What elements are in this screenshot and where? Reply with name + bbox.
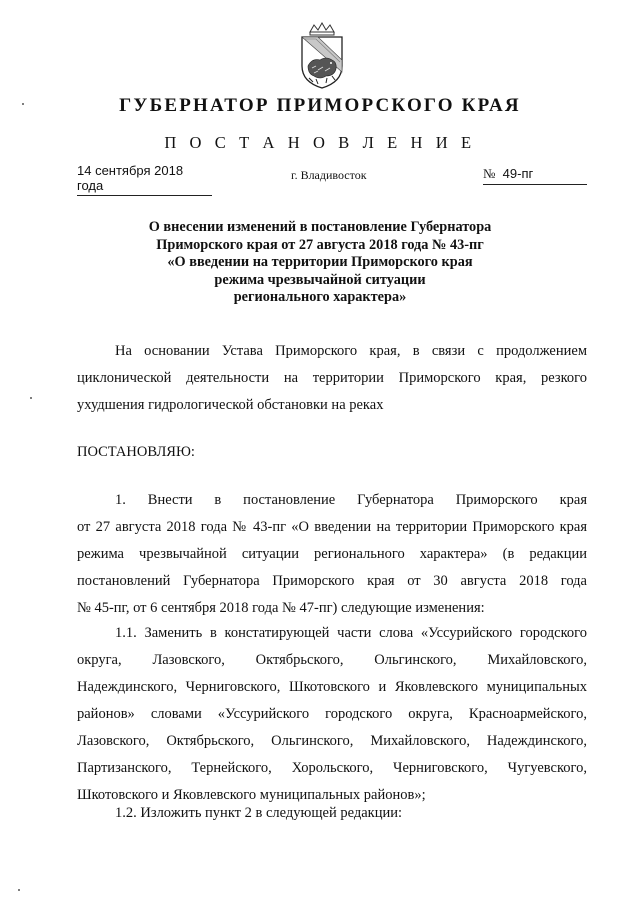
primorsky-krai-coat-of-arms-icon	[296, 22, 348, 90]
title-line: Приморского края от 27 августа 2018 года № 43-пг	[156, 236, 484, 253]
document-number-label: №	[483, 166, 496, 181]
paragraph-line: 1.1. Заменить в констатирующей части слова «Уссурийского городского	[115, 625, 587, 641]
paragraph-line: Лазовского, Октябрьского, Ольгинского, Михайловского, Надеждинского,	[77, 733, 587, 749]
paragraph-line: ухудшения гидрологической обстановки на реках	[77, 397, 384, 413]
paragraph-line: Партизанского, Тернейского, Хорольского, Черниговского, Чугуевского,	[77, 760, 587, 776]
document-number-value: 49-пг	[502, 166, 534, 181]
item-1-paragraph	[77, 487, 587, 622]
document-date: 14 сентября 2018 года	[77, 163, 212, 196]
document-city: г. Владивосток	[291, 168, 367, 182]
title-line: режима чрезвычайной ситуации	[214, 271, 426, 288]
decree-word: ПОСТАНОВЛЯЮ:	[77, 444, 195, 460]
item-1-2-paragraph	[77, 800, 587, 827]
paragraph-line: от 27 августа 2018 года № 43-пг «О введении на территории Приморского края	[77, 519, 587, 535]
item-1-1-paragraph	[77, 620, 587, 809]
scan-mark	[22, 103, 24, 105]
paragraph-line: районов» словами «Уссурийского городского округа, Красноармейского,	[77, 706, 587, 722]
basis-paragraph	[77, 338, 587, 419]
paragraph-line: На основании Устава Приморского края, в связи с продолжением	[115, 343, 587, 359]
paragraph-line: циклонической деятельности на территории Приморского края, резкого	[77, 370, 587, 386]
paragraph-line: № 45-пг, от 6 сентября 2018 года № 47-пг) следующие изменения:	[77, 600, 485, 616]
title-line: О внесении изменений в постановление Губернатора	[148, 219, 492, 235]
document-number	[483, 166, 587, 185]
paragraph-line: постановлений Губернатора Приморского края от 30 августа 2018 года	[77, 573, 587, 589]
paragraph-line: 1.2. Изложить пункт 2 в следующей редакции:	[115, 805, 403, 821]
paragraph-line: округа, Лазовского, Октябрьского, Ольгинского, Михайловского,	[77, 652, 587, 668]
scan-mark	[30, 397, 32, 399]
title-line: регионального характера»	[233, 289, 407, 305]
scan-mark	[18, 889, 20, 891]
paragraph-line: 1. Внести в постановление Губернатора Приморского края	[115, 492, 587, 508]
document-type-heading: П О С Т А Н О В Л Е Н И Е	[164, 133, 476, 152]
document-title	[100, 219, 540, 307]
paragraph-line: Надеждинского, Черниговского, Шкотовского и Яковлевского муниципальных	[77, 679, 587, 695]
paragraph-line: режима чрезвычайной ситуации регионального характера» (в редакции	[77, 546, 587, 562]
title-line: «О введении на территории Приморского края	[167, 254, 473, 270]
issuing-authority-heading: ГУБЕРНАТОР ПРИМОРСКОГО КРАЯ	[119, 95, 521, 116]
paragraph-line: Шкотовского и Яковлевского муниципальных районов»;	[77, 787, 426, 803]
